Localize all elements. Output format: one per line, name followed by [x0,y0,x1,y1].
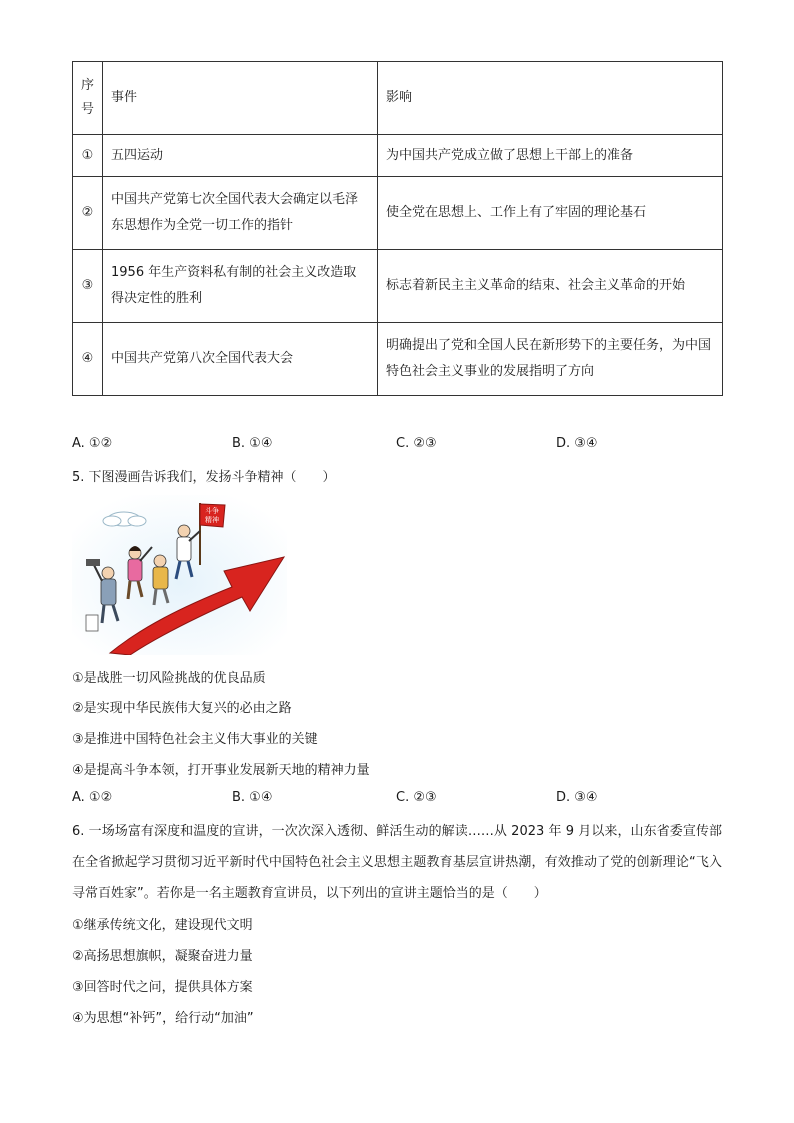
row-impact: 明确提出了党和全国人民在新形势下的主要任务，为中国特色社会主义事业的发展指明了方向 [378,323,723,396]
table-header-row [73,62,723,135]
q5-option-b[interactable]: B. ①④ [232,790,273,805]
row-num: ① [73,135,103,177]
q5-options [72,790,722,810]
q6-stem: 6. 一场场富有深度和温度的宣讲，一次次深入透彻、鲜活生动的解读……从 2023 年 9 月以来，山东省委宣传部在全省掀起学习贯彻习近平新时代中国特色社会主义思想主题教育基层宣讲热潮，有效推动了党的创新理论“飞入寻常百姓家”。若你是一名主题教育宣讲员，以下列出的宣讲主题恰当的是（ ） [72,824,722,901]
row-num: ④ [73,323,103,396]
header-num-char: 序 [80,78,94,93]
q4-option-a[interactable]: A. ①② [72,436,113,451]
struggle-spirit-cartoon [72,495,287,655]
q5-option-c[interactable]: C. ②③ [396,790,437,805]
header-num-char: 号 [80,102,94,117]
row-event: 中国共产党第八次全国代表大会 [103,323,378,396]
q5-option-a[interactable]: A. ①② [72,790,113,805]
q5-statement-4: ④是提高斗争本领，打开事业发展新天地的精神力量 [72,763,370,778]
row-num: ③ [73,250,103,323]
q6-statement-1: ①继承传统文化，建设现代文明 [72,918,253,933]
table-row [73,323,723,396]
row-event: 中国共产党第七次全国代表大会确定以毛泽东思想作为全党一切工作的指针 [103,177,378,250]
header-event: 事件 [103,62,378,135]
row-impact: 使全党在思想上、工作上有了牢固的理论基石 [378,177,723,250]
q4-options [72,436,722,456]
flag-text-1: 斗争 [205,507,219,515]
table-row [73,177,723,250]
header-impact: 影响 [378,62,723,135]
q5-statement-1: ①是战胜一切风险挑战的优良品质 [72,671,266,686]
table-row [73,135,723,177]
q4-option-c[interactable]: C. ②③ [396,436,437,451]
q4-option-b[interactable]: B. ①④ [232,436,273,451]
row-impact: 为中国共产党成立做了思想上干部上的准备 [378,135,723,177]
q5-option-d[interactable]: D. ③④ [556,790,598,805]
q6-statement-3: ③回答时代之问，提供具体方案 [72,980,253,995]
row-event: 五四运动 [103,135,378,177]
q6-statement-4: ④为思想“补钙”，给行动“加油” [72,1011,254,1026]
q4-option-d[interactable]: D. ③④ [556,436,598,451]
row-impact: 标志着新民主主义革命的结束、社会主义革命的开始 [378,250,723,323]
q5-statement-2: ②是实现中华民族伟大复兴的必由之路 [72,701,292,716]
header-num [73,62,103,135]
table-row [73,250,723,323]
row-event: 1956 年生产资料私有制的社会主义改造取得决定性的胜利 [103,250,378,323]
row-num: ② [73,177,103,250]
events-table [72,61,723,396]
hammer-icon [86,559,100,566]
flag-text-2: 精神 [205,516,219,524]
q5-statement-3: ③是推进中国特色社会主义伟大事业的关键 [72,732,318,747]
q6-statement-2: ②高扬思想旗帜，凝聚奋进力量 [72,949,253,964]
q5-stem: 5. 下图漫画告诉我们，发扬斗争精神（ ） [72,470,336,485]
document-icon [86,615,98,631]
